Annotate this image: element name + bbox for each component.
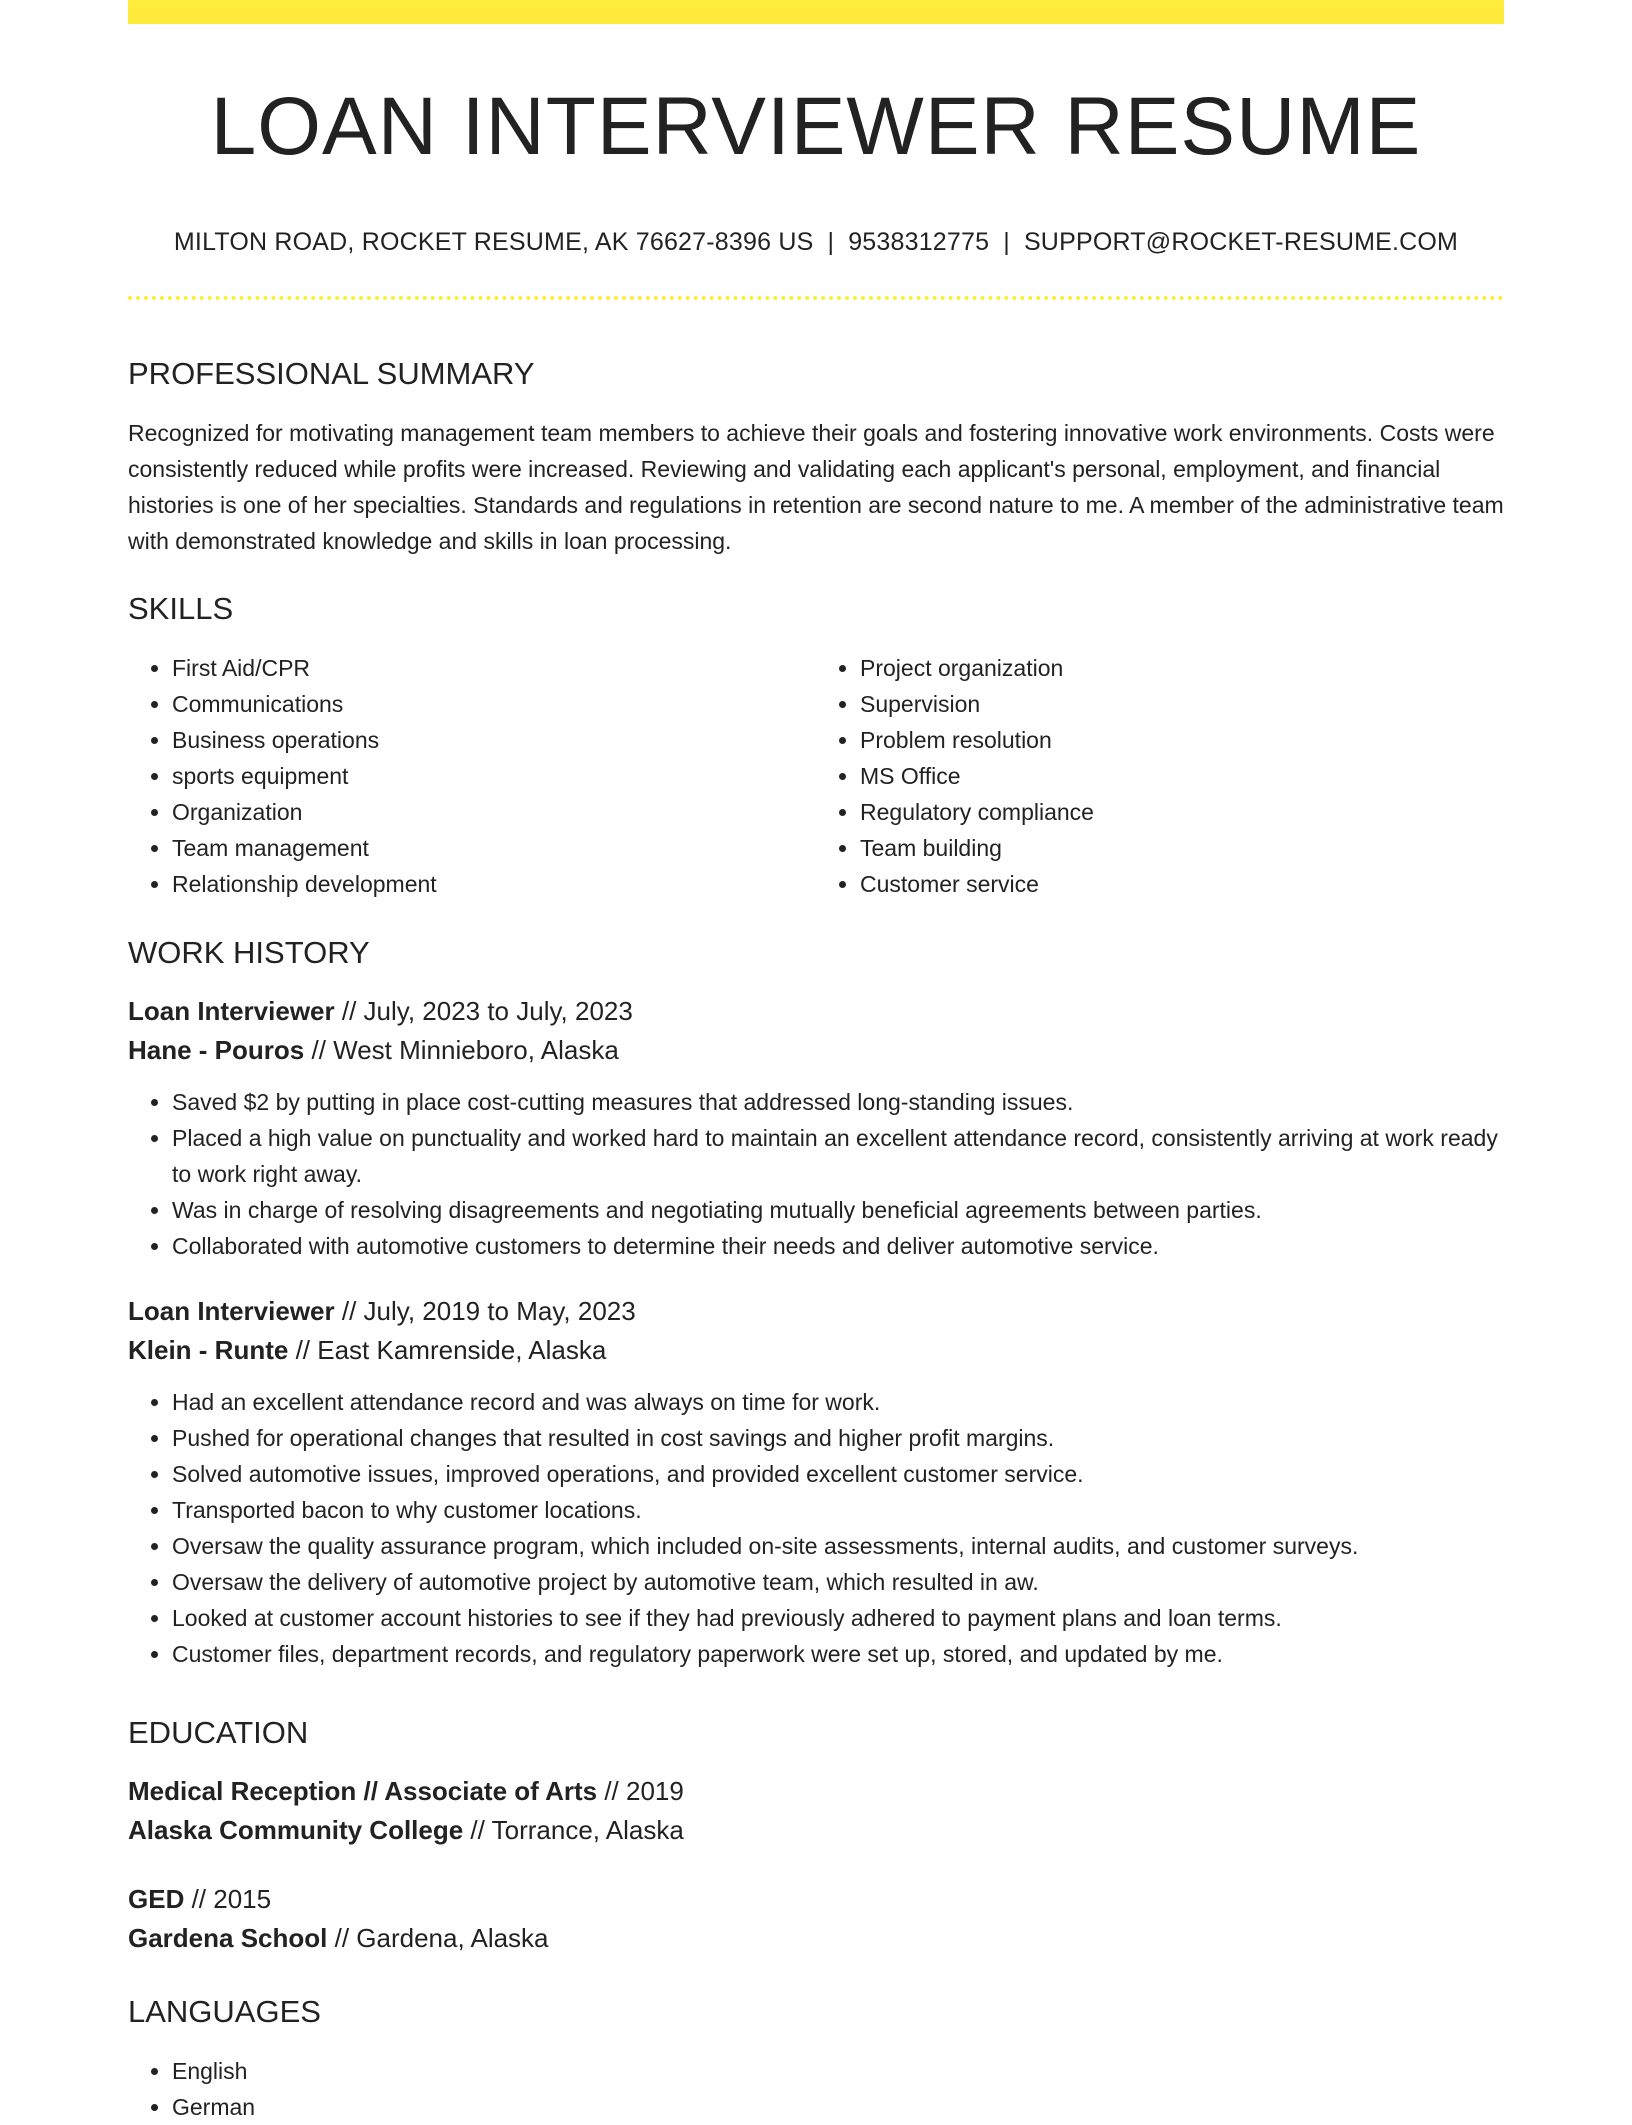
resume-page [128,0,1504,2120]
job-bullet: • Saved $2 by putting in place cost-cutting measures that addressed long-standing issues. [172,1084,1504,1120]
skills-section [128,593,1504,902]
job-bullets [128,1384,1504,1672]
skill-item: • Project organization [860,650,1504,686]
education-school: Alaska Community College [128,1815,464,1845]
skills-list-left [128,650,816,902]
contact-line [128,228,1504,257]
job-bullet: • Was in charge of resolving disagreements and negotiating mutually beneficial agreements between parties. [172,1192,1504,1228]
job-title-line [128,992,1504,1031]
job-dates: // July, 2019 to May, 2023 [334,1296,636,1326]
job-location: // East Kamrenside, Alaska [288,1335,607,1365]
job-bullet: • Placed a high value on punctuality and worked hard to maintain an excellent attendance record, consistently arriving at work ready to work right away. [172,1120,1504,1192]
skill-item: • Regulatory compliance [860,794,1504,830]
page-title: LOAN INTERVIEWER RESUME [210,81,1422,172]
skill-item: • Business operations [172,722,816,758]
education-school-line [128,1811,1504,1850]
languages-heading: LANGUAGES [128,1994,321,2029]
language-item: • English [172,2053,1504,2089]
accent-bar [128,0,1504,24]
skill-item: • Supervision [860,686,1504,722]
job-bullet: • Customer files, department records, and regulatory paperwork were set up, stored, and updated by me. [172,1636,1504,1672]
skill-item: • Problem resolution [860,722,1504,758]
skill-item: • Communications [172,686,816,722]
job-title: Loan Interviewer [128,1296,335,1326]
education-degree: GED [128,1884,185,1914]
skill-item: • Relationship development [172,866,816,902]
job-entry [128,992,1504,1264]
skill-item: • Organization [172,794,816,830]
job-bullet: • Looked at customer account histories to see if they had previously adhered to payment plans and loan terms. [172,1600,1504,1636]
education-school-line [128,1919,1504,1958]
job-bullet: • Collaborated with automotive customers to determine their needs and deliver automotive service. [172,1228,1504,1264]
contact-address: MILTON ROAD, ROCKET RESUME, AK 76627-8396 US [173,228,814,256]
summary-heading: PROFESSIONAL SUMMARY [128,356,535,391]
job-company-line [128,1331,1504,1370]
education-year: // 2019 [597,1776,684,1806]
job-location: // West Minnieboro, Alaska [304,1035,619,1065]
education-school: Gardena School [128,1923,328,1953]
language-item: • German [172,2089,1504,2125]
job-bullet: • Oversaw the delivery of automotive project by automotive team, which resulted in aw. [172,1564,1504,1600]
job-bullet: • Pushed for operational changes that resulted in cost savings and higher profit margins. [172,1420,1504,1456]
contact-email: SUPPORT@ROCKET-RESUME.COM [1023,228,1459,256]
work-section [128,937,1504,1672]
education-heading: EDUCATION [128,1715,309,1750]
job-entry [128,1292,1504,1672]
education-entry [128,1880,1504,1958]
skill-item: • Team building [860,830,1504,866]
languages-section [128,1996,1504,2125]
skill-item: • Customer service [860,866,1504,902]
job-title: Loan Interviewer [128,996,335,1026]
job-bullets [128,1084,1504,1264]
skill-item: • First Aid/CPR [172,650,816,686]
contact-phone: 9538312775 [848,228,990,256]
skill-item: • MS Office [860,758,1504,794]
job-bullet: • Oversaw the quality assurance program, which included on-site assessments, internal audits, and customer surveys. [172,1528,1504,1564]
skill-item: • sports equipment [172,758,816,794]
job-company: Hane - Pouros [128,1035,305,1065]
summary-text: Recognized for motivating management team members to achieve their goals and fostering innovative work environments. Costs were consistently reduced while profits were increased. Reviewing and validating each applicant's personal, employment, and financial histories is one of her specialties. Standards and regulations in retention are second nature to me. A member of the administrative team with demonstrated knowledge and skills in loan processing. [128,420,1504,554]
job-company: Klein - Runte [128,1335,289,1365]
education-year: // 2015 [184,1884,272,1914]
work-heading: WORK HISTORY [128,935,370,970]
skills-list-right [816,650,1504,902]
education-location: // Torrance, Alaska [463,1815,684,1845]
summary-section [128,358,1504,559]
skills-heading: SKILLS [128,591,234,626]
job-title-line [128,1292,1504,1331]
job-bullet: • Had an excellent attendance record and was always on time for work. [172,1384,1504,1420]
job-dates: // July, 2023 to July, 2023 [334,996,633,1026]
languages-list [128,2053,1504,2125]
education-section [128,1717,1504,1958]
education-location: // Gardena, Alaska [327,1923,549,1953]
job-company-line [128,1031,1504,1070]
contact-separator: | [827,228,835,256]
job-bullet: • Transported bacon to why customer locations. [172,1492,1504,1528]
education-degree-line [128,1772,1504,1811]
dotted-divider [128,296,1504,300]
education-degree-line [128,1880,1504,1919]
contact-separator: | [1003,228,1010,256]
skill-item: • Team management [172,830,816,866]
education-entry [128,1772,1504,1850]
job-bullet: • Solved automotive issues, improved operations, and provided excellent customer service. [172,1456,1504,1492]
education-degree: Medical Reception // Associate of Arts [128,1776,598,1806]
